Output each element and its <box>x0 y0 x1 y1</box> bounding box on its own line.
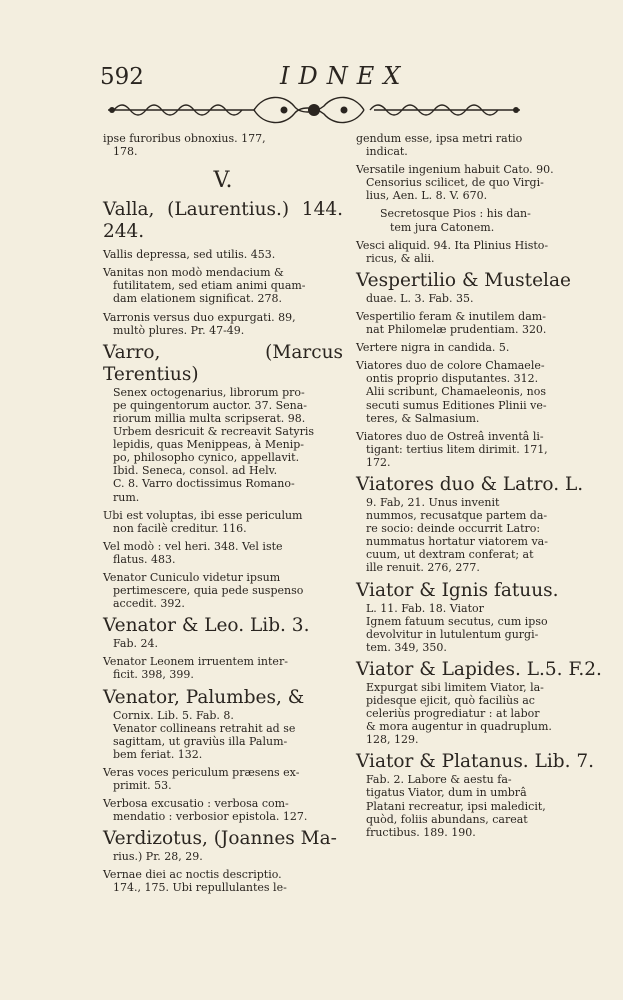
entry-line: indicat. <box>366 145 408 159</box>
index-entry <box>103 132 343 158</box>
entry-line-first: Verbosa excusatio : verbosa com- <box>103 797 289 811</box>
entry-line: & mora augentur in quadruplum. <box>366 720 552 734</box>
entry-line-first: Vel modò : vel heri. 348. Vel iste <box>103 539 283 553</box>
entry-line-first: Valla, (Laurentius.) 144. 244. <box>103 199 343 243</box>
entry-line: sagittam, ut graviùs illa Palum- <box>113 734 288 748</box>
entry-line: futilitatem, sed etiam animi quam- <box>113 279 306 293</box>
entry-line: tem jura Catonem. <box>390 220 495 234</box>
entry-line: Ignem fatuum secutus, cum ipso <box>366 614 548 628</box>
index-entry <box>103 571 343 610</box>
entry-line: 174., 175. Ubi repullulantes le- <box>113 881 287 895</box>
entry-line: dam elationem significat. 278. <box>113 292 282 306</box>
index-entry <box>356 132 618 158</box>
entry-line: nat Philomelæ prudentiam. 320. <box>366 323 547 337</box>
index-entry <box>356 474 618 575</box>
entry-line: Platani recreatur, ipsi maledicit, <box>366 799 546 813</box>
index-entry <box>103 540 343 566</box>
entry-line: bem feriat. 132. <box>113 747 203 761</box>
index-entry <box>356 430 618 469</box>
entry-line: Venator collineans retrahit ad se <box>113 721 296 735</box>
entry-line: tem. 349, 350. <box>366 640 447 654</box>
entry-line: 172. <box>366 455 391 469</box>
entry-line-first: Viator & Platanus. Lib. 7. <box>356 751 595 773</box>
entry-line: ontis proprio disputantes. 312. <box>366 372 539 386</box>
entry-line: ille renuit. 276, 277. <box>366 561 480 575</box>
entry-line: flatus. 483. <box>113 552 176 566</box>
entry-line: riorum millia multa scripserat. 98. <box>113 411 306 425</box>
entry-line-first: Secretosque Pios : his dan- <box>380 207 531 221</box>
entry-line: Expurgat sibi limitem Viator, la- <box>366 680 544 694</box>
index-column-right <box>356 132 618 844</box>
entry-line-first: Viatores duo de colore Chamaele- <box>356 359 545 373</box>
entry-line: quòd, foliis abundans, careat <box>366 812 528 826</box>
entry-line-first: Versatile ingenium habuit Cato. 90. <box>356 163 554 177</box>
index-entry <box>103 509 343 535</box>
entry-line: mendatio : verbosior epistola. 127. <box>113 810 308 824</box>
entry-line: pe quingentorum auctor. 37. Sena- <box>113 398 308 412</box>
index-entry <box>356 270 618 305</box>
entry-line-first: Vernae diei ac noctis descriptio. <box>103 868 282 882</box>
entry-line-first: Varro, (Marcus Terentius) <box>103 341 343 385</box>
entry-line-first: Vespertilio feram & inutilem dam- <box>356 309 546 323</box>
entry-line-first: Viator & Ignis fatuus. <box>356 579 559 601</box>
entry-line: 178. <box>113 145 138 159</box>
entry-line-first: Venator Leonem irruentem inter- <box>103 655 288 669</box>
decorative-ornament-icon <box>104 92 524 128</box>
index-entry <box>103 687 343 761</box>
index-entry <box>103 342 343 504</box>
entry-line: 128, 129. <box>366 733 419 747</box>
entry-line: lepidis, quas Menippeas, à Menip- <box>113 438 304 452</box>
entry-line: Censorius scilicet, de quo Virgi- <box>366 176 544 190</box>
index-entry <box>103 248 343 261</box>
entry-line-first: Venator & Leo. Lib. 3. <box>103 615 310 637</box>
entry-line: 9. Fab, 21. Unus invenit <box>366 495 500 509</box>
entry-line-first: Varronis versus duo expurgati. 89, <box>103 310 296 324</box>
page-number: 592 <box>100 64 144 90</box>
entry-line: tigatus Viator, dum in umbrâ <box>366 786 527 800</box>
entry-line-first: Viatores duo & Latro. L. <box>356 473 584 495</box>
entry-line: Ibid. Seneca, consol. ad Helv. <box>113 464 278 478</box>
entry-line-first: V. <box>213 168 233 194</box>
entry-line-first: Vertere nigra in candida. 5. <box>356 341 510 355</box>
entry-line: tigant: tertius litem dirimit. 171, <box>366 442 548 456</box>
index-entry <box>356 207 618 233</box>
entry-line-first: Veras voces periculum præsens ex- <box>103 765 300 779</box>
section-letter-heading <box>103 168 343 193</box>
index-entry <box>356 580 618 654</box>
entry-line: lius, Aen. L. 8. V. 670. <box>366 189 488 203</box>
index-entry <box>103 266 343 305</box>
entry-line: po, philosopho cynico, appellavit. <box>113 451 300 465</box>
entry-line: pertimescere, quia pede suspenso <box>113 584 304 598</box>
entry-line: rius.) Pr. 28, 29. <box>113 850 203 864</box>
entry-line: cuum, ut dextram conferat; at <box>366 548 534 562</box>
index-entry <box>103 655 343 681</box>
index-entry <box>356 659 618 746</box>
entry-line: ficit. 398, 399. <box>113 668 194 682</box>
entry-line: secuti sumus Editiones Plinii ve- <box>366 398 547 412</box>
index-entry <box>356 751 618 838</box>
entry-line-first: Ubi est voluptas, ibi esse periculum <box>103 508 303 522</box>
entry-line-first: Venator, Palumbes, & <box>103 686 305 708</box>
entry-line: celeriùs progrediatur : at labor <box>366 707 540 721</box>
entry-line: Alii scribunt, Chamaeleonis, nos <box>366 385 547 399</box>
entry-line-first: Viator & Lapides. L.5. F.2. <box>356 658 602 680</box>
entry-line-first: Vesci aliquid. 94. Ita Plinius Histo- <box>356 238 549 252</box>
entry-line: fructibus. 189. 190. <box>366 825 476 839</box>
entry-line-first: Verdizotus, (Joannes Ma- <box>103 828 337 850</box>
entry-line: duae. L. 3. Fab. 35. <box>366 291 474 305</box>
entry-line-first: Venator Cuniculo videtur ipsum <box>103 570 281 584</box>
entry-line: pidesque ejicit, quò faciliùs ac <box>366 694 535 707</box>
index-entry <box>356 359 618 424</box>
index-entry <box>103 199 343 243</box>
index-entry <box>356 341 618 354</box>
index-column-left <box>103 132 343 900</box>
entry-line: rum. <box>113 490 140 504</box>
index-entry <box>356 310 618 336</box>
entry-line: multò plures. Pr. 47-49. <box>113 323 245 337</box>
entry-line-first: Viatores duo de Ostreâ inventâ li- <box>356 429 544 443</box>
entry-line: Urbem desricuit & recreavit Satyris <box>113 425 315 439</box>
entry-line-first: Vallis depressa, sed utilis. 453. <box>103 248 276 262</box>
entry-line: non facilè creditur. 116. <box>113 521 247 535</box>
index-entry <box>103 766 343 792</box>
entry-line: Fab. 24. <box>113 637 158 651</box>
index-entry <box>103 615 343 650</box>
entry-line: devolvitur in lutulentum gurgi- <box>366 627 539 641</box>
entry-line-first: Vespertilio & Mustelae <box>356 269 571 291</box>
index-entry <box>356 163 618 202</box>
entry-line: primit. 53. <box>113 779 172 792</box>
entry-line: re socio: deinde occurrit Latro: <box>366 522 541 536</box>
entry-line-first: ipse furoribus obnoxius. 177, <box>103 132 266 145</box>
entry-line: Cornix. Lib. 5. Fab. 8. <box>113 708 234 722</box>
index-entry <box>103 868 343 894</box>
index-entry <box>103 828 343 863</box>
entry-line: Fab. 2. Labore & aestu fa- <box>366 773 512 787</box>
entry-line: L. 11. Fab. 18. Viator <box>366 601 484 615</box>
entry-line: ricus, & alii. <box>366 251 435 265</box>
entry-line: Senex octogenarius, librorum pro- <box>113 385 305 399</box>
entry-line: C. 8. Varro doctissimus Romano- <box>113 477 295 491</box>
index-entry <box>103 797 343 823</box>
entry-line-first: Vanitas non modò mendacium & <box>103 266 284 280</box>
entry-line: nummos, recusatque partem da- <box>366 509 548 523</box>
entry-line: teres, & Salmasium. <box>366 411 480 425</box>
index-entry <box>103 311 343 337</box>
entry-line-first: gendum esse, ipsa metri ratio <box>356 132 523 145</box>
entry-line: accedit. 392. <box>113 597 185 611</box>
running-title: IDNEX <box>280 62 410 90</box>
entry-line: nummatus hortatur viatorem va- <box>366 535 548 549</box>
index-entry <box>356 239 618 265</box>
